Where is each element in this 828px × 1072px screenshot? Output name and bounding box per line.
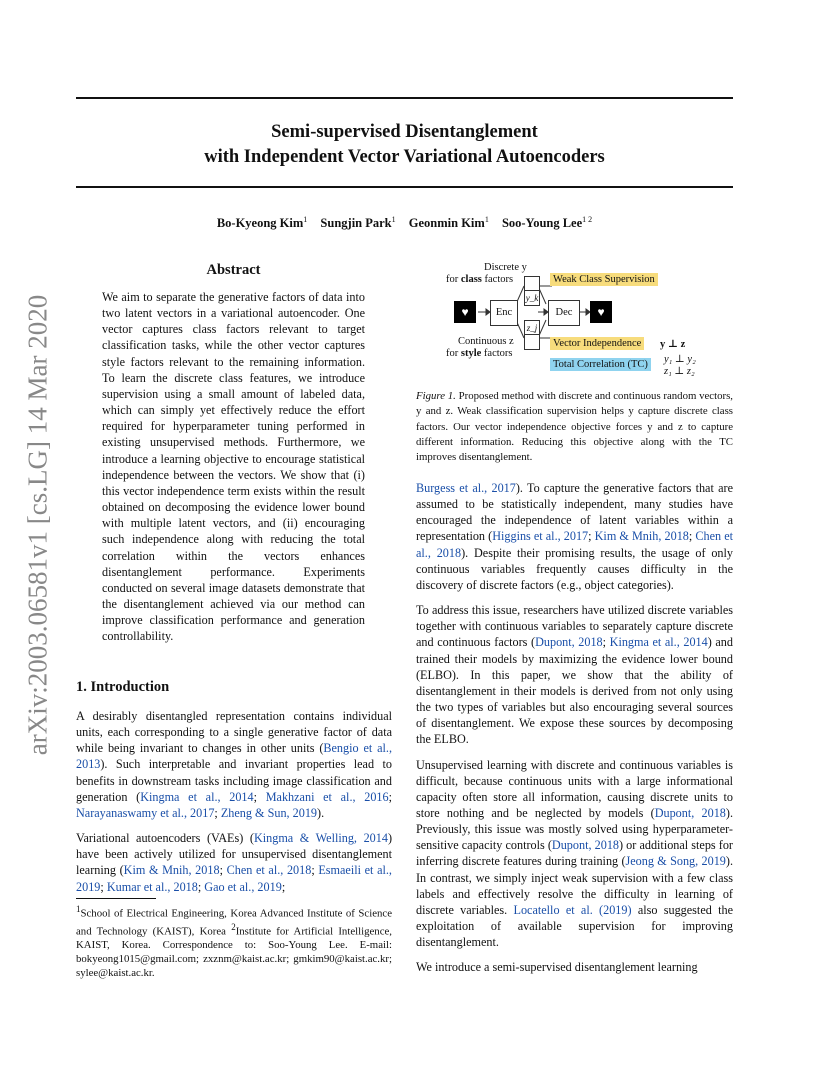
footnote-rule	[76, 898, 156, 899]
decoder-box: Dec	[548, 300, 580, 326]
citation-link[interactable]: Kumar et al., 2018	[106, 879, 198, 894]
continuous-label-line-1: Continuous z	[458, 336, 514, 347]
author: Sungjin Park$^1$	[320, 215, 396, 231]
citation-link[interactable]: Burgess et al., 2017	[416, 481, 516, 495]
citation-link[interactable]: Zheng & Sun, 2019	[220, 805, 318, 820]
citation-link[interactable]: Dupont, 2018	[654, 805, 726, 820]
citation-link[interactable]: Kim & Mnih, 2018	[123, 863, 220, 878]
output-heart-image: ♥	[590, 301, 612, 323]
citation-link[interactable]: Kingma et al., 2014	[140, 789, 254, 804]
right-column	[416, 480, 733, 985]
input-heart-image: ♥	[454, 301, 476, 323]
right-paragraph-1: Burgess et al., 2017). To capture the generative factors that are assumed to be statistically independent, many studies have encouraged the independence of latent variables within a representation (Higgins et al., 2017; Kim & Mnih, 2018; Chen et al., 2018). Despite their promising results, the usage of only continuous variables frequently causes difficulty in the discovery of discrete factors (e.g., object categories).	[416, 481, 733, 592]
figure-1-caption: Figure 1. Proposed method with discrete and continuous random vectors, y and z. Weak classification supervision helps y capture discrete class factors. Our vector independence objective forces y and z to capture different information. Reducing this objective along with the TC improves disentanglement.	[416, 390, 733, 464]
total-correlation-tag: Total Correlation (TC)	[550, 358, 651, 371]
tc-math-z: z₁ ⊥ z₂	[664, 366, 695, 377]
citation-link[interactable]: Locatello et al.	[513, 902, 593, 917]
paper-title	[76, 120, 733, 170]
latent-zj-cell: z_j	[524, 320, 540, 336]
encoder-box: Enc	[490, 300, 518, 326]
intro-paragraph-1: A desirably disentangled representation contains individual units, each corresponding to a single generative factor of data while being invariant to changes in other units (Bengio et al., 2013). Such interpretable and invariant properties lead to benefits in downstream tasks including image classification and generation (Kingma et al., 2014; Makhzani et al., 2016; Narayanaswamy et al., 2017; Zheng & Sun, 2019).	[76, 709, 392, 820]
citation-link[interactable]: Bengio et al., 2013	[76, 741, 392, 772]
citation-link[interactable]: Dupont, 2018	[551, 838, 620, 853]
right-paragraph-3: Unsupervised learning with discrete and continuous variables is difficult, because continuous units with a large informational capacity often store all information, causing discrete units to store nothing and be neglected by models (Dupont, 2018). Previously, this issue was mostly solved using hyperparameter-sensitive capacity controls (Dupont, 2018) or additional steps for inferring discrete features during training (Jeong & Song, 2019). In contrast, we simply inject weak supervision with a few class labels and effectively resolve the difficulty in learning of discrete variables. Locatello et al. (2019) also suggested the exploitation of available supervision for improving disentanglement.	[416, 757, 733, 950]
citation-link[interactable]: Esmaeili et al., 2019	[76, 863, 392, 894]
citation-link[interactable]: Chen et al., 2018	[416, 529, 733, 560]
citation-link[interactable]: Chen et al., 2018	[226, 863, 312, 878]
title-rule-bottom	[76, 186, 733, 188]
citation-link[interactable]: Makhzani et al., 2016	[265, 789, 389, 804]
citation-link[interactable]: Kim & Mnih, 2018	[594, 529, 689, 544]
citation-link[interactable]: (2019)	[599, 902, 632, 917]
title-line-1: Semi-supervised Disentanglement	[271, 122, 538, 142]
author: Soo-Young Lee$^{1 2}$	[501, 215, 593, 231]
citation-link[interactable]: Narayanaswamy et al., 2017	[76, 805, 215, 820]
citation-link[interactable]: Higgins et al., 2017	[492, 529, 589, 544]
citation-link[interactable]: Kingma & Welling, 2014	[253, 831, 388, 846]
right-paragraph-2: To address this issue, researchers have utilized discrete variables together with continuous variables to separately capture discrete and continuous factors (Dupont, 2018; Kingma et al., 2014) and trained their models by maximizing the evidence lower bound (ELBO). In this paper, we show that the ability of disentanglement in their models is derived from not only using the two types of variables but also encouraging several sources of disentanglement. We expose these sources by decomposing the ELBO.	[416, 603, 733, 747]
figure-1-diagram	[440, 262, 710, 382]
section-heading-introduction: 1. Introduction	[76, 679, 170, 695]
vector-independence-math: y ⊥ z	[660, 339, 686, 350]
tc-math-y: y₁ ⊥ y₂	[664, 354, 696, 365]
title-rule-top	[76, 97, 733, 99]
citation-link[interactable]: Gao et al., 2019	[204, 879, 282, 894]
abstract-heading: Abstract	[206, 262, 261, 278]
arxiv-sidebar-stamp	[18, 290, 58, 760]
right-paragraph-4: We introduce a semi-supervised disentanglement learning	[416, 960, 698, 975]
intro-paragraph-2: Variational autoencoders (VAEs) (Kingma & Welling, 2014) have been actively utilized for unsupervised disentanglement learning (Kim & Mnih, 2018; Chen et al., 2018; Esmaeili et al., 2019; Kumar et al., 2018; Gao et al., 2019;	[76, 831, 393, 894]
citation-link[interactable]: Kingma et al., 2014	[609, 635, 708, 650]
footnote-affiliations: $^1$School of Electrical Engineering, Korea Advanced Institute of Science and Technology (KAIST), Korea $^2$Institute for Artificial Intelligence, KAIST, Korea. Correspondence to: Soo-Young Lee. E-mail: bokyeong1015@gmail.com; zxznm@kaist.ac.kr; gmkim90@kaist.ac.kr; sylee@kaist.ac.kr.	[76, 904, 392, 979]
latent-yk-cell: y_k	[524, 290, 540, 306]
abstract-text: We aim to separate the generative factors of data into two latent vectors in a variational autoencoder. One vector captures class factors relevant to target classification tasks, while the other vector captures style factors relevant to the remaining information. To learn the discrete class features, we introduce supervision using a small amount of labeled data, which can simply yet effectively reduce the effort required for hyperparameter tuning performed in existing unsupervised methods. Furthermore, we introduce a learning objective to encourage statistical independence between the vectors. We show that (i) this vector independence term exists within the result obtained on decomposing the evidence lower bound with multiple latent vectors, and (ii) encouraging such independence along with reducing the total correlation within the vectors enhances disentanglement performance. Experiments conducted on several image datasets demonstrate that the disentanglement achieved via our method can improve classification performance and generation controllability.	[102, 290, 365, 644]
intro-column	[76, 708, 392, 904]
discrete-label-line-1: Discrete y	[484, 262, 527, 273]
author-list	[76, 215, 733, 231]
discrete-label-line-2: for class factors	[446, 274, 514, 285]
arxiv-id: arXiv:2003.06581v1 [cs.LG] 14 Mar 2020	[22, 294, 53, 756]
title-line-2: with Independent Vector Variational Autoencoders	[204, 147, 605, 167]
weak-class-supervision-tag: Weak Class Supervision	[550, 273, 658, 286]
citation-link[interactable]: Jeong & Song, 2019	[625, 854, 726, 869]
vector-independence-tag: Vector Independence	[550, 337, 644, 350]
latent-z-cell	[524, 334, 540, 350]
citation-link[interactable]: Dupont, 2018	[535, 635, 603, 650]
author: Bo-Kyeong Kim$^1$	[216, 215, 308, 231]
author: Geonmin Kim$^1$	[408, 215, 489, 231]
continuous-label-line-2: for style factors	[446, 348, 513, 359]
